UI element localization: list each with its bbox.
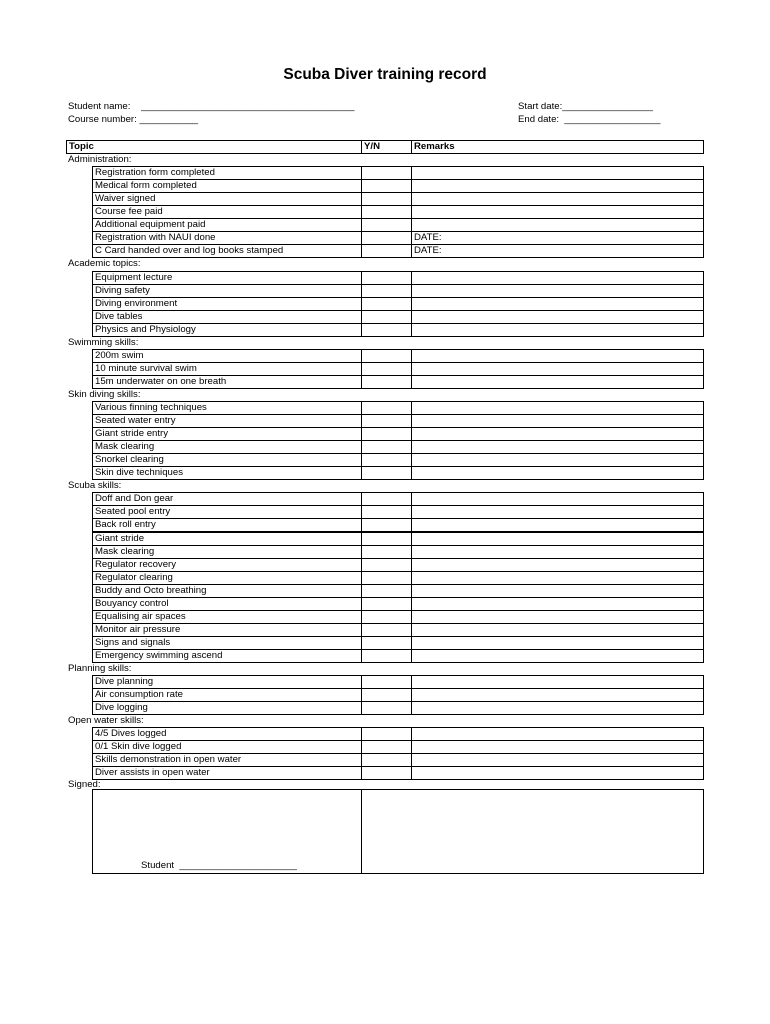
table-row (0, 727, 770, 741)
topic-cell-text: Mask clearing (95, 441, 155, 453)
section-label: Open water skills: (68, 715, 144, 727)
table-row (0, 466, 770, 480)
topic-cell (92, 584, 362, 598)
remarks-cell[interactable] (411, 558, 704, 572)
table-row (0, 675, 770, 689)
topic-cell (92, 766, 362, 780)
topic-cell (92, 649, 362, 663)
yn-cell[interactable] (361, 231, 412, 245)
yn-cell[interactable] (361, 179, 412, 193)
topic-cell (92, 740, 362, 754)
topic-cell (92, 310, 362, 324)
column-header-yn (361, 140, 412, 154)
table-row (0, 505, 770, 519)
remarks-cell[interactable] (411, 244, 704, 258)
yn-cell[interactable] (361, 323, 412, 337)
table-row (0, 166, 770, 180)
remarks-cell[interactable] (411, 505, 704, 519)
yn-cell[interactable] (361, 701, 412, 715)
topic-cell-text: 4/5 Dives logged (95, 728, 167, 740)
table-row (0, 453, 770, 467)
remarks-cell[interactable] (411, 766, 704, 780)
table-row (0, 571, 770, 585)
remarks-cell[interactable] (411, 231, 704, 245)
topic-cell-text: Emergency swimming ascend (95, 649, 223, 661)
yn-cell[interactable] (361, 218, 412, 232)
yn-cell[interactable] (361, 284, 412, 298)
yn-cell[interactable] (361, 205, 412, 219)
remarks-cell-text: DATE: (414, 232, 442, 244)
topic-cell (92, 558, 362, 572)
topic-cell (92, 623, 362, 637)
yn-cell[interactable] (361, 688, 412, 702)
table-row (0, 492, 770, 506)
topic-cell-text: Course fee paid (95, 206, 163, 218)
yn-cell[interactable] (361, 558, 412, 572)
table-row (0, 375, 770, 389)
yn-cell[interactable] (361, 427, 412, 441)
table-row (0, 205, 770, 219)
section-label: Skin diving skills: (68, 388, 141, 400)
topic-cell (92, 492, 362, 506)
student-signature-line: Student ______________________ (141, 860, 297, 871)
remarks-cell[interactable] (411, 701, 704, 715)
topic-cell-text: Diver assists in open water (95, 767, 210, 779)
yn-cell[interactable] (361, 584, 412, 598)
yn-cell[interactable] (361, 518, 412, 532)
yn-cell[interactable] (361, 610, 412, 624)
topic-cell-text: Registration with NAUI done (95, 232, 216, 244)
topic-cell-text: 15m underwater on one breath (95, 375, 227, 387)
table-row (0, 192, 770, 206)
column-header-topic (66, 140, 362, 154)
yn-cell[interactable] (361, 492, 412, 506)
remarks-cell[interactable] (411, 740, 704, 754)
section-label: Academic topics: (68, 258, 141, 270)
yn-cell[interactable] (361, 310, 412, 324)
topic-cell-text: Dive planning (95, 676, 154, 688)
remarks-cell[interactable] (411, 453, 704, 467)
topic-cell-text: Diving safety (95, 284, 150, 296)
table-row (0, 310, 770, 324)
topic-cell (92, 610, 362, 624)
table-row (0, 284, 770, 298)
topic-cell (92, 427, 362, 441)
topic-cell-text: Various finning techniques (95, 402, 207, 413)
column-header-remarks-text: Remarks (414, 141, 455, 152)
remarks-cell[interactable] (411, 166, 704, 180)
yn-cell[interactable] (361, 297, 412, 311)
column-header-yn-text: Y/N (364, 141, 380, 152)
remarks-cell[interactable] (411, 649, 704, 663)
topic-cell (92, 545, 362, 559)
topic-cell-text: Giant stride entry (95, 428, 169, 440)
topic-cell-text: Air consumption rate (95, 689, 183, 701)
table-row (0, 401, 770, 415)
yn-cell[interactable] (361, 166, 412, 180)
topic-cell (92, 284, 362, 298)
remarks-cell[interactable] (411, 492, 704, 506)
topic-cell (92, 192, 362, 206)
topic-cell-text: Mask clearing (95, 545, 155, 557)
topic-cell-text: Registration form completed (95, 167, 215, 179)
yn-cell[interactable] (361, 414, 412, 428)
section-label: Planning skills: (68, 663, 132, 674)
table-row (0, 271, 770, 285)
topic-cell (92, 518, 362, 532)
yn-cell[interactable] (361, 545, 412, 559)
table-row (0, 323, 770, 337)
table-row (0, 518, 770, 532)
topic-cell (92, 205, 362, 219)
topic-cell-text: Waiver signed (95, 193, 156, 205)
yn-cell[interactable] (361, 766, 412, 780)
table-row (0, 753, 770, 767)
topic-cell (92, 166, 362, 180)
page-title: Scuba Diver training record (283, 66, 487, 83)
topic-cell (92, 349, 362, 363)
yn-cell[interactable] (361, 192, 412, 206)
topic-cell-text: Seated pool entry (95, 506, 171, 518)
yn-cell[interactable] (361, 636, 412, 650)
topic-cell (92, 179, 362, 193)
remarks-cell[interactable] (411, 414, 704, 428)
table-row (0, 532, 770, 546)
table-row (0, 231, 770, 245)
table-row (0, 740, 770, 754)
topic-cell-text: Seated water entry (95, 415, 176, 427)
remarks-cell[interactable] (411, 205, 704, 219)
topic-cell-text: Monitor air pressure (95, 623, 181, 635)
yn-cell[interactable] (361, 401, 412, 415)
table-row (0, 440, 770, 454)
table-row (0, 649, 770, 663)
topic-cell (92, 505, 362, 519)
topic-cell (92, 727, 362, 741)
table-row (0, 545, 770, 559)
remarks-cell[interactable] (411, 192, 704, 206)
remarks-cell[interactable] (411, 610, 704, 624)
remarks-cell[interactable] (411, 362, 704, 376)
yn-cell[interactable] (361, 727, 412, 741)
topic-cell-text: Back roll entry (95, 519, 156, 531)
table-row (0, 584, 770, 598)
table-row (0, 414, 770, 428)
topic-cell-text: 200m swim (95, 349, 144, 361)
topic-cell (92, 414, 362, 428)
yn-cell[interactable] (361, 466, 412, 480)
topic-cell (92, 701, 362, 715)
topic-cell (92, 323, 362, 337)
remarks-cell[interactable] (411, 688, 704, 702)
remarks-cell[interactable] (411, 297, 704, 311)
topic-cell (92, 532, 362, 546)
topic-cell (92, 231, 362, 245)
topic-cell (92, 244, 362, 258)
yn-cell[interactable] (361, 375, 412, 389)
topic-cell-text: Signs and signals (95, 636, 171, 648)
table-row (0, 558, 770, 572)
section-label: Scuba skills: (68, 480, 122, 492)
topic-cell (92, 571, 362, 585)
remarks-cell[interactable] (411, 584, 704, 598)
topic-cell (92, 375, 362, 389)
topic-cell-text: Additional equipment paid (95, 219, 206, 231)
table-row (0, 701, 770, 715)
topic-cell (92, 636, 362, 650)
table-row (0, 766, 770, 780)
start-date-field: Start date:_________________ (518, 101, 653, 112)
yn-cell[interactable] (361, 740, 412, 754)
topic-cell-text: Doff and Don gear (95, 493, 174, 505)
topic-cell-text: Dive logging (95, 702, 148, 714)
remarks-cell[interactable] (411, 440, 704, 454)
remarks-cell[interactable] (411, 310, 704, 324)
table-row (0, 179, 770, 193)
remarks-cell[interactable] (411, 623, 704, 637)
end-date-field: End date: __________________ (518, 114, 661, 125)
remarks-cell[interactable] (411, 218, 704, 232)
remarks-cell[interactable] (411, 466, 704, 480)
yn-cell[interactable] (361, 649, 412, 663)
yn-cell[interactable] (361, 362, 412, 376)
yn-cell[interactable] (361, 623, 412, 637)
topic-cell (92, 597, 362, 611)
column-header-remarks (411, 140, 704, 154)
table-row (0, 349, 770, 363)
topic-cell-text: Buddy and Octo breathing (95, 584, 207, 596)
signed-label: Signed: (68, 779, 101, 790)
topic-cell (92, 688, 362, 702)
yn-cell[interactable] (361, 532, 412, 546)
topic-cell (92, 218, 362, 232)
topic-cell-text: Regulator recovery (95, 558, 177, 570)
remarks-cell[interactable] (411, 518, 704, 532)
topic-cell (92, 440, 362, 454)
table-row (0, 636, 770, 650)
topic-cell-text: Bouyancy control (95, 597, 169, 609)
signature-remarks-box[interactable] (361, 789, 704, 874)
table-row (0, 427, 770, 441)
remarks-cell[interactable] (411, 401, 704, 415)
column-header-topic-text: Topic (69, 141, 94, 152)
remarks-cell[interactable] (411, 597, 704, 611)
topic-cell-text: Physics and Physiology (95, 323, 196, 335)
yn-cell[interactable] (361, 571, 412, 585)
student-name-field: Student name: ________________________________________ (68, 101, 355, 112)
topic-cell-text: Medical form completed (95, 180, 197, 192)
yn-cell[interactable] (361, 440, 412, 454)
remarks-cell[interactable] (411, 675, 704, 689)
topic-cell-text: 0/1 Skin dive logged (95, 741, 182, 753)
topic-cell (92, 297, 362, 311)
remarks-cell[interactable] (411, 271, 704, 285)
remarks-cell-text: DATE: (414, 245, 442, 257)
yn-cell[interactable] (361, 597, 412, 611)
yn-cell[interactable] (361, 244, 412, 258)
remarks-cell[interactable] (411, 532, 704, 546)
topic-cell (92, 401, 362, 415)
topic-cell-text: Equalising air spaces (95, 610, 186, 622)
remarks-cell[interactable] (411, 284, 704, 298)
remarks-cell[interactable] (411, 545, 704, 559)
yn-cell[interactable] (361, 753, 412, 767)
topic-cell-text: Equipment lecture (95, 271, 173, 283)
topic-cell-text: Skills demonstration in open water (95, 754, 242, 766)
topic-cell-text: Regulator clearing (95, 571, 173, 583)
topic-cell (92, 675, 362, 689)
topic-cell-text: Skin dive techniques (95, 467, 183, 479)
yn-cell[interactable] (361, 675, 412, 689)
topic-cell (92, 362, 362, 376)
topic-cell (92, 453, 362, 467)
topic-cell-text: Dive tables (95, 310, 143, 322)
topic-cell (92, 271, 362, 285)
remarks-cell[interactable] (411, 571, 704, 585)
remarks-cell[interactable] (411, 349, 704, 363)
table-row (0, 623, 770, 637)
table-row (0, 688, 770, 702)
topic-cell (92, 466, 362, 480)
yn-cell[interactable] (361, 505, 412, 519)
remarks-cell[interactable] (411, 636, 704, 650)
section-label: Swimming skills: (68, 336, 139, 348)
topic-cell-text: Snorkel clearing (95, 454, 164, 466)
remarks-cell[interactable] (411, 753, 704, 767)
yn-cell[interactable] (361, 271, 412, 285)
remarks-cell[interactable] (411, 323, 704, 337)
yn-cell[interactable] (361, 349, 412, 363)
remarks-cell[interactable] (411, 179, 704, 193)
yn-cell[interactable] (361, 453, 412, 467)
topic-cell-text: Diving environment (95, 297, 178, 309)
table-header-row (0, 140, 770, 154)
remarks-cell[interactable] (411, 727, 704, 741)
topic-cell-text: Giant stride (95, 532, 145, 544)
section-label: Administration: (68, 154, 132, 166)
table-row (0, 597, 770, 611)
signature-box[interactable] (92, 789, 362, 874)
table-row (0, 362, 770, 376)
course-number-field: Course number: ___________ (68, 114, 199, 125)
topic-cell (92, 753, 362, 767)
table-row (0, 610, 770, 624)
table-row (0, 218, 770, 232)
remarks-cell[interactable] (411, 375, 704, 389)
topic-cell-text: 10 minute survival swim (95, 362, 197, 374)
topic-cell-text: C Card handed over and log books stamped (95, 245, 284, 257)
table-row (0, 297, 770, 311)
table-row (0, 244, 770, 258)
remarks-cell[interactable] (411, 427, 704, 441)
